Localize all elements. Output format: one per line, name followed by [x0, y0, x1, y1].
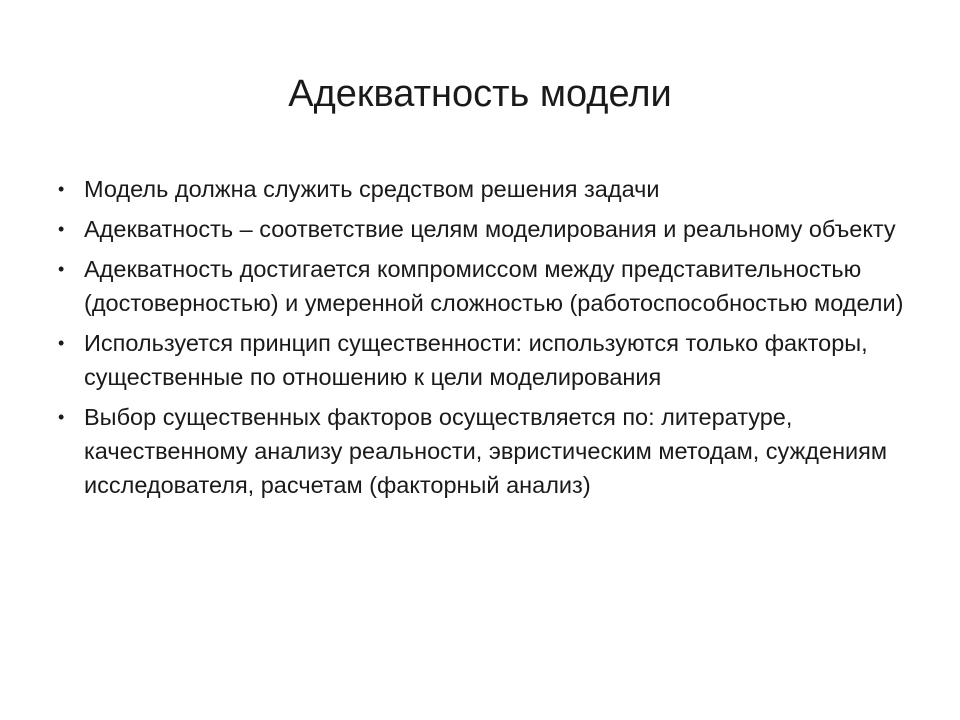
bullet-text: Выбор существенных факторов осуществляется по: литературе, качественному анализу реальности, эвристическим методам, суждениям исследователя, расчетам (факторный анализ) — [84, 404, 888, 498]
list-item — [58, 400, 908, 502]
list-item — [58, 172, 908, 206]
bullet-list — [58, 172, 908, 508]
bullet-icon: • — [58, 219, 65, 239]
bullet-text: Модель должна служить средством решения задачи — [84, 176, 660, 202]
bullet-icon: • — [58, 259, 65, 279]
bullet-text: Используется принцип существенности: используются только факторы, существенные по отношению к цели моделирования — [84, 330, 868, 390]
bullet-icon: • — [58, 407, 65, 427]
bullet-text: Адекватность достигается компромиссом между представительностью (достоверностью) и умеренной сложностью (работоспособностью модели) — [84, 256, 904, 316]
bullet-text: Адекватность – соответствие целям моделирования и реальному объекту — [84, 216, 896, 242]
list-item — [58, 252, 908, 320]
bullet-icon: • — [58, 333, 65, 353]
slide-title: Адекватность модели — [288, 73, 672, 115]
list-item — [58, 212, 908, 246]
list-item — [58, 326, 908, 394]
bullet-icon: • — [58, 179, 65, 199]
